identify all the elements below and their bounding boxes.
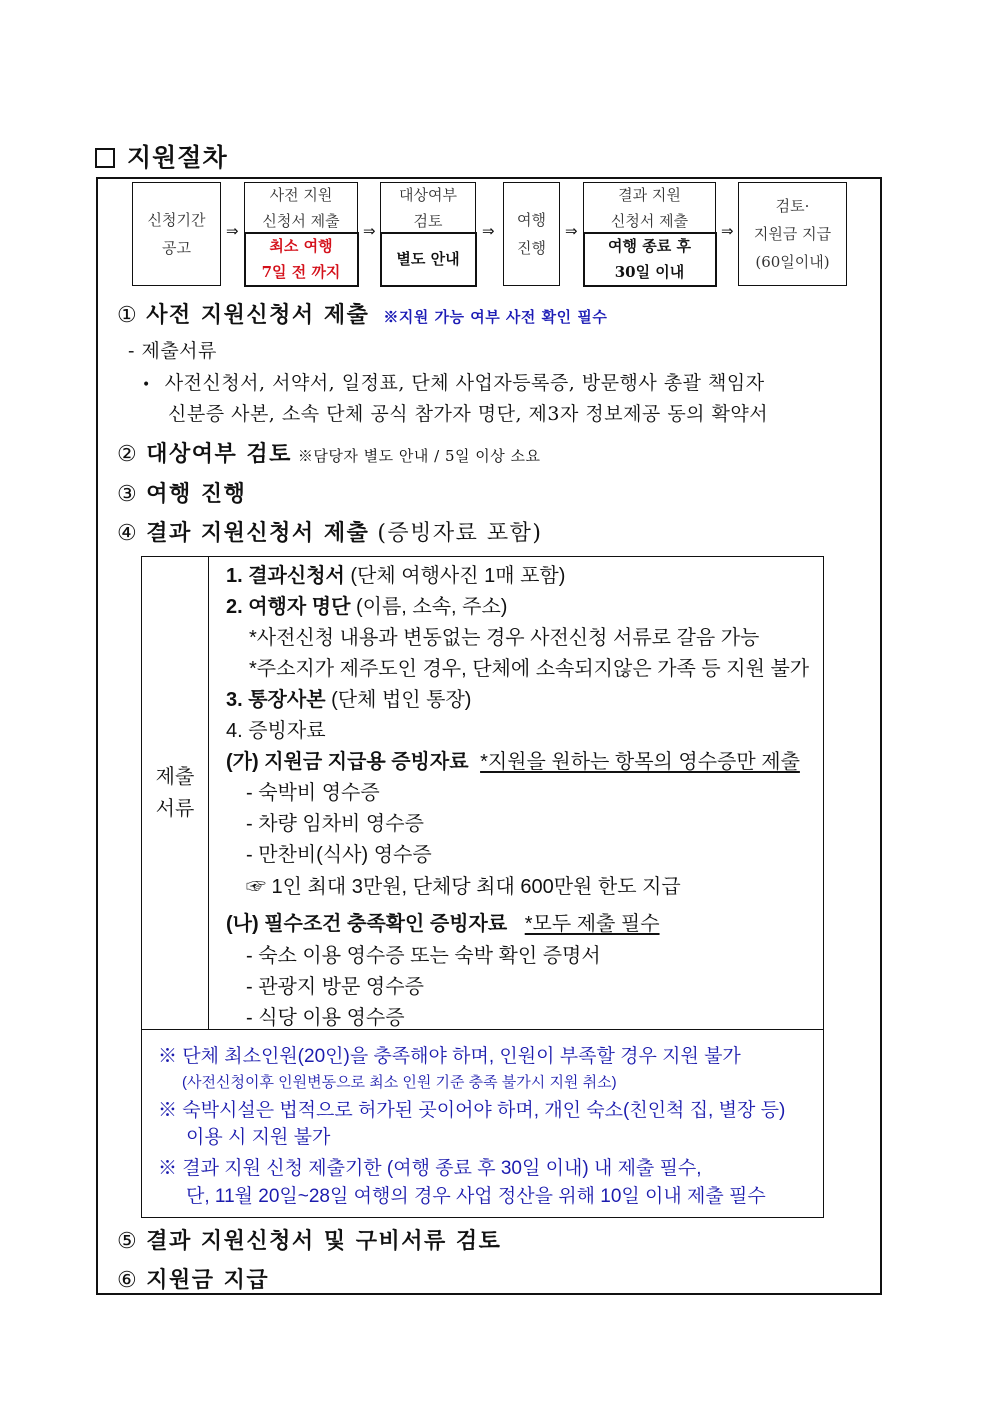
item-title: 3. 통장사본 [226, 689, 326, 711]
step-number: ⑥ [117, 1268, 139, 1293]
flow-step-text: 사전 지원 [269, 186, 333, 204]
step-number: ② [117, 442, 139, 467]
ga-limit-note: ☞ 1인 최대 3만원, 단체당 최대 600만원 한도 지급 [246, 876, 681, 898]
note-min-participants: ※ 단체 최소인원(20인)을 충족해야 하며, 인원이 부족할 경우 지원 불가 [158, 1046, 741, 1067]
item-title: 1. 결과신청서 [226, 565, 345, 587]
step-4-heading [117, 516, 543, 547]
na-item-lodging: - 숙소 이용 영수증 또는 숙박 확인 증명서 [246, 945, 601, 967]
flow-step-text: 검토 [413, 212, 443, 230]
table-label-cell [142, 557, 209, 1029]
required-docs-label: - 제출서류 [128, 340, 217, 362]
flow-step-announcement [132, 182, 221, 286]
right-arrow-icon: ⇒ [565, 222, 578, 240]
step-note: ※담당자 별도 안내 / 5일 이상 소요 [297, 447, 541, 465]
section-title-text: 지원절차 [127, 143, 228, 172]
flow-step-text: (60일이내) [755, 253, 830, 271]
flow-step-text: 지원금 지급 [753, 225, 832, 243]
step-6-heading [117, 1263, 269, 1294]
item-detail: (이름, 소속, 주소) [350, 596, 508, 618]
flow-step-deadline [583, 232, 717, 287]
subsection-ga [226, 745, 800, 774]
note-deadline-cont: 단, 11월 20일~28일 여행의 경우 사업 정산을 위해 10일 이내 제출 필수 [186, 1186, 766, 1207]
bullet-icon: • [142, 377, 151, 393]
step-number: ④ [117, 521, 139, 546]
flow-step-travel [503, 182, 560, 286]
flow-step-payment [738, 182, 847, 286]
step-note: ※지원 가능 여부 사전 확인 필수 [383, 308, 608, 326]
item-2 [226, 590, 507, 619]
flow-step-text: 신청기간 [147, 211, 206, 229]
flow-step-text: 신청서 제출 [262, 212, 340, 230]
flow-step-text: 검토· [775, 197, 810, 215]
subsection-note: *모두 제출 필수 [524, 913, 660, 935]
table-label: 서류 [155, 798, 195, 820]
step-5-heading [117, 1224, 501, 1255]
note-lodging: ※ 숙박시설은 법적으로 허가된 곳이어야 하며, 개인 숙소(친인척 집, 별장 등) [158, 1100, 786, 1121]
item-2-note-2: *주소지가 제주도인 경우, 단체에 소속되지않은 가족 등 지원 불가 [249, 658, 810, 680]
item-1 [226, 559, 565, 588]
right-arrow-icon: ⇒ [363, 222, 376, 240]
item-detail: (단체 법인 통장) [325, 689, 472, 711]
deadline-text: 30일 이내 [614, 263, 685, 281]
note-min-participants-sub: (사전신청이후 인원변동으로 최소 인원 기준 충족 불가시 지원 취소) [182, 1074, 617, 1091]
flow-step-pre-application [244, 182, 358, 286]
table-label: 제출 [155, 766, 195, 788]
note-lodging-cont: 이용 시 지원 불가 [186, 1127, 331, 1148]
table-divider [142, 1029, 823, 1030]
notice-text: 별도 안내 [396, 250, 460, 268]
note-deadline: ※ 결과 지원 신청 제출기한 (여행 종료 후 30일 이내) 내 제출 필수, [158, 1158, 702, 1179]
step-title: 결과 지원신청서 제출 [146, 520, 370, 546]
subsection-na [226, 907, 660, 936]
subsection-title: (나) 필수조건 충족확인 증빙자료 [226, 913, 508, 935]
flow-step-text: 공고 [162, 239, 191, 257]
step-number: ① [117, 303, 139, 328]
step-number: ③ [117, 482, 139, 507]
flow-step-text: 결과 지원 [618, 186, 681, 204]
flow-step-text: 여행 [517, 211, 546, 229]
docs-text: 사전신청서, 서약서, 일정표, 단체 사업자등록증, 방문행사 총괄 책임자 [164, 372, 765, 394]
flow-step-eligibility-review [380, 182, 476, 286]
na-item-tourist-site: - 관광지 방문 영수증 [246, 976, 424, 998]
right-arrow-icon: ⇒ [721, 222, 734, 240]
checkbox-square-icon [95, 148, 115, 168]
item-detail: (단체 여행사진 1매 포함) [344, 565, 566, 587]
deadline-text: 여행 종료 후 [608, 237, 691, 255]
flow-step-text: 대상여부 [399, 186, 457, 204]
process-flow [132, 182, 852, 286]
item-3 [226, 683, 471, 712]
step-number: ⑤ [117, 1229, 139, 1254]
ga-item-vehicle: - 차량 임차비 영수증 [246, 813, 424, 835]
step-title: 사전 지원신청서 제출 [146, 302, 370, 328]
flow-step-text: 신청서 제출 [610, 212, 689, 230]
subsection-note: *지원을 원하는 항목의 영수증만 제출 [480, 751, 800, 773]
step-paren: (증빙자료 포함) [377, 521, 543, 546]
right-arrow-icon: ⇒ [226, 222, 239, 240]
submission-docs-table [141, 556, 824, 1218]
ga-item-meal: - 만찬비(식사) 영수증 [246, 844, 432, 866]
na-item-restaurant: - 식당 이용 영수증 [246, 1007, 405, 1029]
deadline-text: 최소 여행 [269, 237, 333, 255]
required-docs-list-line2: 신분증 사본, 소속 단체 공식 참가자 명단, 제3자 정보제공 동의 확약서 [168, 403, 769, 425]
item-title: 2. 여행자 명단 [226, 596, 351, 618]
flow-step-text: 진행 [517, 239, 546, 257]
flow-step-deadline [244, 232, 359, 287]
step-2-heading [117, 437, 541, 468]
flow-step-notice [380, 232, 477, 287]
required-docs-list-line1 [142, 368, 765, 395]
step-title: 여행 진행 [146, 481, 247, 507]
item-4: 4. 증빙자료 [226, 720, 326, 742]
item-2-note-1: *사전신청 내용과 변동없는 경우 사전신청 서류로 갈음 가능 [249, 627, 760, 649]
step-title: 지원금 지급 [146, 1267, 270, 1293]
flow-step-result-application [583, 182, 716, 286]
step-title: 결과 지원신청서 및 구비서류 검토 [146, 1228, 502, 1254]
step-3-heading [117, 477, 246, 508]
step-title: 대상여부 검토 [146, 441, 292, 467]
step-1-heading [117, 298, 607, 329]
subsection-title: (가) 지원금 지급용 증빙자료 [226, 751, 469, 773]
deadline-text: 7일 전 까지 [261, 263, 341, 281]
section-title [95, 138, 228, 174]
right-arrow-icon: ⇒ [482, 222, 495, 240]
ga-item-lodging: - 숙박비 영수증 [246, 782, 380, 804]
